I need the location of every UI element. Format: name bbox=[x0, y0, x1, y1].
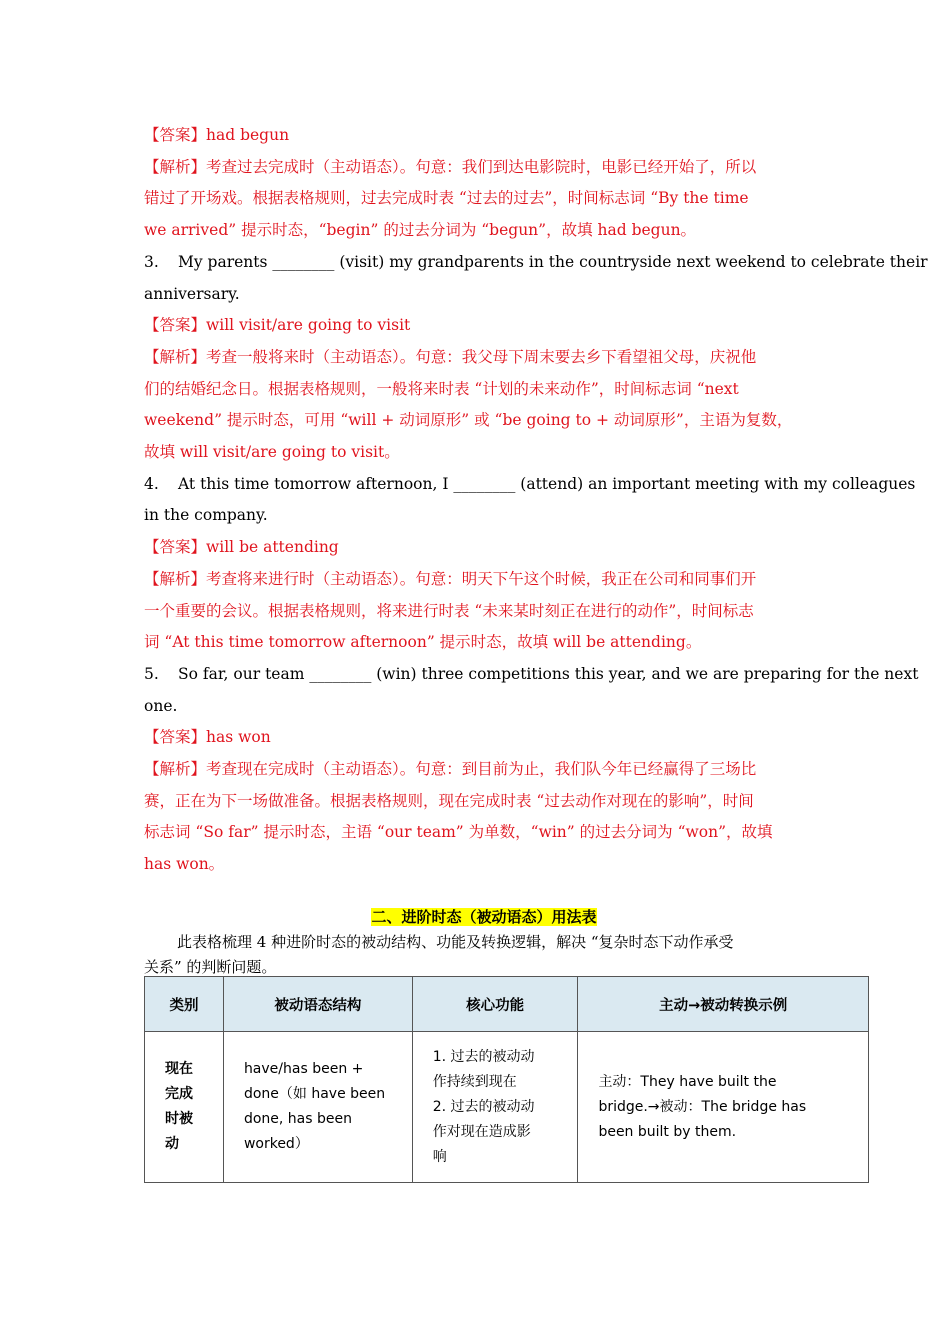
header-structure: 被动语态结构 bbox=[223, 977, 412, 1032]
question-number: 3. bbox=[144, 252, 159, 271]
cell-structure: have/has been + done（如 have been done, has been worked） bbox=[223, 1032, 412, 1183]
analysis-line: weekend” 提示时态，可用 “will + 动词原形” 或 “be going to + 动词原形”，主语为复数， bbox=[144, 411, 793, 430]
cell-function: 1. 过去的被动动 作持续到现在 2. 过去的被动动 作对现在造成影 响 bbox=[412, 1032, 578, 1183]
header-example: 主动→被动转换示例 bbox=[578, 977, 869, 1032]
answer-text: 【答案】will be attending bbox=[144, 538, 339, 557]
document-page bbox=[144, 120, 928, 1165]
header-category: 类别 bbox=[145, 977, 224, 1032]
analysis-line: 标志词 “So far” 提示时态，主语 “our team” 为单数，“win” 的过去分词为 “won”，故填 bbox=[144, 823, 773, 842]
question-number: 4. bbox=[144, 474, 159, 493]
table-header-row bbox=[145, 977, 869, 1032]
question-text-cont: one. bbox=[144, 696, 178, 715]
analysis-line: has won。 bbox=[144, 855, 225, 874]
question-text-cont: anniversary. bbox=[144, 284, 240, 303]
header-function: 核心功能 bbox=[412, 977, 578, 1032]
question-text: 4. At this time tomorrow afternoon, I ________ (attend) an important meeting with my colleagues bbox=[144, 469, 824, 501]
passive-voice-table bbox=[144, 976, 869, 1183]
answer-text: 【答案】had begun bbox=[144, 126, 290, 144]
question-3-block bbox=[144, 247, 928, 469]
analysis-line: 【解析】考查现在完成时（主动语态）。句意：到目前为止，我们队今年已经赢得了三场比 bbox=[144, 760, 757, 779]
question-4-block bbox=[144, 469, 916, 659]
analysis-line: 词 “At this time tomorrow afternoon” 提示时态，故填 will be attending。 bbox=[144, 633, 702, 652]
analysis-line: 【解析】考查一般将来时（主动语态）。句意：我父母下周末要去乡下看望祖父母，庆祝他 bbox=[144, 347, 757, 366]
question-5-block bbox=[144, 659, 919, 881]
cell-example: 主动：They have built the bridge.→被动：The bridge has been built by them. bbox=[578, 1032, 869, 1183]
section-intro: 此表格梳理 4 种进阶时态的被动结构、功能及转换逻辑，解决 “复杂时态下动作承受 关系” 的判断问题。 bbox=[144, 933, 734, 976]
analysis-line: 们的结婚纪念日。根据表格规则，一般将来时表 “计划的未来动作”，时间标志词 “next bbox=[144, 379, 739, 398]
table-row bbox=[145, 1032, 869, 1183]
question-number: 5. bbox=[144, 664, 159, 683]
analysis-line: 【解析】考查过去完成时（主动语态）。句意：我们到达电影院时，电影已经开始了，所以 bbox=[144, 157, 757, 176]
answer-text: 【答案】will visit/are going to visit bbox=[144, 316, 411, 335]
analysis-line: 错过了开场戏。根据表格规则，过去完成时表 “过去的过去”，时间标志词 “By the time bbox=[144, 189, 749, 208]
answer-text: 【答案】has won bbox=[144, 728, 271, 747]
analysis-line: 一个重要的会议。根据表格规则，将来进行时表 “未来某时刻正在进行的动作”，时间标志 bbox=[144, 601, 754, 620]
question-text: 3. My parents ________ (visit) my grandparents in the countryside next weekend to celebrate their bbox=[144, 247, 824, 279]
analysis-line: 故填 will visit/are going to visit。 bbox=[144, 443, 400, 462]
question-text-cont: in the company. bbox=[144, 506, 268, 525]
section-title: 二、进阶时态（被动语态）用法表 bbox=[371, 908, 597, 926]
analysis-line: 【解析】考查将来进行时（主动语态）。句意：明天下午这个时候，我正在公司和同事们开 bbox=[144, 569, 757, 588]
question-text: 5. So far, our team ________ (win) three competitions this year, and we are preparing for the next bbox=[144, 659, 824, 691]
cell-category: 现在 完成 时被 动 bbox=[145, 1032, 224, 1183]
analysis-line: 赛，正在为下一场做准备。根据表格规则，现在完成时表 “过去动作对现在的影响”，时间 bbox=[144, 791, 754, 810]
question-2-answer-block bbox=[144, 120, 824, 247]
analysis-line: we arrived” 提示时态，“begin” 的过去分词为 “begun”，故填 had begun。 bbox=[144, 221, 697, 240]
